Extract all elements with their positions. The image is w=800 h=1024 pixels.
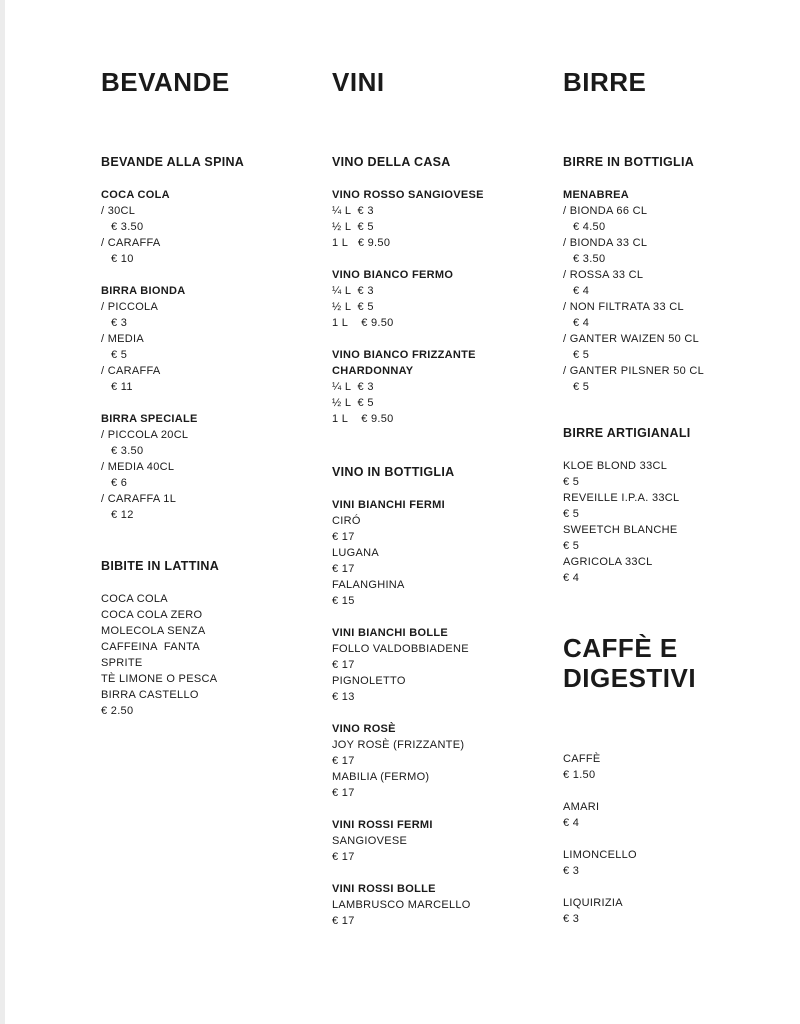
- menu-line: € 6: [111, 477, 128, 489]
- menu-lines: [563, 458, 783, 586]
- menu-line: CIRÓ: [332, 515, 361, 527]
- menu-line: € 17: [332, 915, 355, 927]
- spacer: [332, 251, 552, 267]
- menu-line: SWEETCH BLANCHE: [563, 524, 678, 536]
- menu-line: TÈ LIMONE O PESCA: [101, 673, 218, 685]
- menu-line: € 5: [563, 540, 580, 552]
- menu-line: BIRRA CASTELLO: [101, 689, 199, 701]
- menu-line: FOLLO VALDOBBIADENE: [332, 643, 469, 655]
- menu-line: 1 L € 9.50: [332, 413, 394, 425]
- menu-line: € 17: [332, 755, 355, 767]
- menu-line: € 3.50: [111, 445, 144, 457]
- menu-line: JOY ROSÈ (FRIZZANTE): [332, 739, 465, 751]
- menu-line: FALANGHINA: [332, 579, 405, 591]
- menu-line: CAFFEINA FANTA: [101, 641, 201, 653]
- menu-line: / ROSSA 33 CL: [563, 269, 644, 281]
- menu-lines: [332, 497, 552, 929]
- menu-lines: [332, 187, 552, 427]
- menu-item-name: COCA COLA: [101, 189, 170, 201]
- menu-line: 1 L € 9.50: [332, 237, 391, 249]
- menu-line: € 4: [573, 285, 590, 297]
- menu-line: LAMBRUSCO MARCELLO: [332, 899, 471, 911]
- menu-line: € 5: [111, 349, 128, 361]
- menu-line: LIMONCELLO: [563, 849, 637, 861]
- section-heading: BIBITE IN LATTINA: [101, 559, 220, 573]
- spacer: [332, 609, 552, 625]
- section-heading: VINO DELLA CASA: [332, 155, 451, 169]
- spacer: [332, 865, 552, 881]
- menu-item-name: BIRRA BIONDA: [101, 285, 186, 297]
- menu-line: KLOE BLOND 33CL: [563, 460, 668, 472]
- section-caffe-digestivi: [563, 718, 783, 927]
- title-bevande: BEVANDE: [101, 67, 230, 97]
- spacer: [563, 879, 783, 895]
- menu-line: AGRICOLA 33CL: [563, 556, 653, 568]
- section-heading: BEVANDE ALLA SPINA: [101, 155, 245, 169]
- menu-line: PIGNOLETTO: [332, 675, 406, 687]
- section-bibite-in-lattina: [101, 558, 321, 719]
- spacer: [332, 801, 552, 817]
- spacer: [101, 395, 321, 411]
- menu-line: € 17: [332, 531, 355, 543]
- title-caffe-line2: DIGESTIVI: [563, 663, 697, 693]
- menu-line: € 3.50: [111, 221, 144, 233]
- menu-item-name: VINI BIANCHI FERMI: [332, 499, 445, 511]
- menu-line: € 3.50: [573, 253, 606, 265]
- menu-line: € 4: [563, 817, 580, 829]
- menu-line: MABILIA (FERMO): [332, 771, 430, 783]
- spacer: [332, 705, 552, 721]
- menu-line: COCA COLA ZERO: [101, 609, 203, 621]
- section-vino-della-casa: [332, 154, 552, 427]
- menu-line: LIQUIRIZIA: [563, 897, 623, 909]
- menu-line: / CARAFFA: [101, 365, 161, 377]
- menu-item-name: VINI BIANCHI BOLLE: [332, 627, 449, 639]
- menu-line: € 4: [573, 317, 590, 329]
- menu-line: € 3: [563, 913, 580, 925]
- menu-item-name: VINO BIANCO FERMO: [332, 269, 454, 281]
- spacer: [563, 831, 783, 847]
- menu-line: € 12: [111, 509, 134, 521]
- menu-line: € 2.50: [101, 705, 134, 717]
- menu-line: € 17: [332, 563, 355, 575]
- menu-line: ¼ L € 3: [332, 205, 374, 217]
- section-birre-artigianali: [563, 425, 783, 586]
- menu-line: / BIONDA 33 CL: [563, 237, 648, 249]
- menu-line: SPRITE: [101, 657, 143, 669]
- section-bevande-alla-spina: [101, 154, 321, 523]
- menu-line: € 11: [111, 381, 133, 393]
- menu-item-name: VINI ROSSI FERMI: [332, 819, 433, 831]
- menu-line: REVEILLE I.P.A. 33CL: [563, 492, 680, 504]
- menu-line: / MEDIA 40CL: [101, 461, 175, 473]
- menu-line: € 15: [332, 595, 355, 607]
- menu-line: MOLECOLA SENZA: [101, 625, 206, 637]
- menu-line: CAFFÈ: [563, 753, 601, 765]
- section-birre-in-bottiglia: [563, 154, 783, 395]
- menu-line: LUGANA: [332, 547, 380, 559]
- spacer: [563, 783, 783, 799]
- menu-line: € 10: [111, 253, 134, 265]
- menu-line: / PICCOLA 20CL: [101, 429, 189, 441]
- menu-line: € 5: [563, 476, 580, 488]
- menu-item-name: VINI ROSSI BOLLE: [332, 883, 436, 895]
- title-vini: VINI: [332, 67, 385, 97]
- menu-line: COCA COLA: [101, 593, 168, 605]
- menu-line: 1 L € 9.50: [332, 317, 394, 329]
- menu-line: € 17: [332, 851, 355, 863]
- menu-line: € 13: [332, 691, 355, 703]
- menu-line: € 1.50: [563, 769, 596, 781]
- heading-spacer: [563, 718, 783, 734]
- menu-line: / GANTER PILSNER 50 CL: [563, 365, 705, 377]
- menu-line: ½ L € 5: [332, 301, 374, 313]
- menu-item-name: CHARDONNAY: [332, 365, 414, 377]
- menu-item-name: MENABREA: [563, 189, 629, 201]
- menu-line: ¼ L € 3: [332, 381, 374, 393]
- menu-item-name: VINO ROSSO SANGIOVESE: [332, 189, 484, 201]
- menu-line: € 4: [563, 572, 580, 584]
- menu-line: € 5: [573, 381, 590, 393]
- menu-line: € 17: [332, 659, 355, 671]
- menu-line: € 4.50: [573, 221, 606, 233]
- menu-line: SANGIOVESE: [332, 835, 408, 847]
- menu-line: / NON FILTRATA 33 CL: [563, 301, 684, 313]
- menu-line: / CARAFFA 1L: [101, 493, 177, 505]
- menu-line: ¼ L € 3: [332, 285, 374, 297]
- section-heading: BIRRE IN BOTTIGLIA: [563, 155, 695, 169]
- menu-line: / GANTER WAIZEN 50 CL: [563, 333, 700, 345]
- menu-lines: [101, 591, 321, 719]
- section-heading: VINO IN BOTTIGLIA: [332, 465, 455, 479]
- menu-line: € 5: [573, 349, 590, 361]
- menu-line: / MEDIA: [101, 333, 145, 345]
- menu-line: ½ L € 5: [332, 221, 374, 233]
- menu-line: / 30CL: [101, 205, 136, 217]
- menu-line: AMARI: [563, 801, 600, 813]
- menu-line: / PICCOLA: [101, 301, 159, 313]
- title-caffe-line1: CAFFÈ E: [563, 633, 678, 663]
- spacer: [332, 331, 552, 347]
- menu-line: € 3: [111, 317, 128, 329]
- menu-lines: [563, 187, 783, 395]
- menu-line: / CARAFFA: [101, 237, 161, 249]
- section-heading: BIRRE ARTIGIANALI: [563, 426, 691, 440]
- menu-line: / BIONDA 66 CL: [563, 205, 648, 217]
- menu-lines: [101, 187, 321, 523]
- menu-item-name: VINO BIANCO FRIZZANTE: [332, 349, 476, 361]
- spacer: [101, 267, 321, 283]
- menu-item-name: BIRRA SPECIALE: [101, 413, 198, 425]
- page-edge: [0, 0, 5, 1024]
- menu-line: € 3: [563, 865, 580, 877]
- menu-line: ½ L € 5: [332, 397, 374, 409]
- menu-line: € 5: [563, 508, 580, 520]
- menu-line: € 17: [332, 787, 355, 799]
- menu-item-name: VINO ROSÈ: [332, 723, 396, 735]
- title-birre: BIRRE: [563, 67, 647, 97]
- section-vino-in-bottiglia: [332, 464, 552, 929]
- menu-lines: [563, 751, 783, 927]
